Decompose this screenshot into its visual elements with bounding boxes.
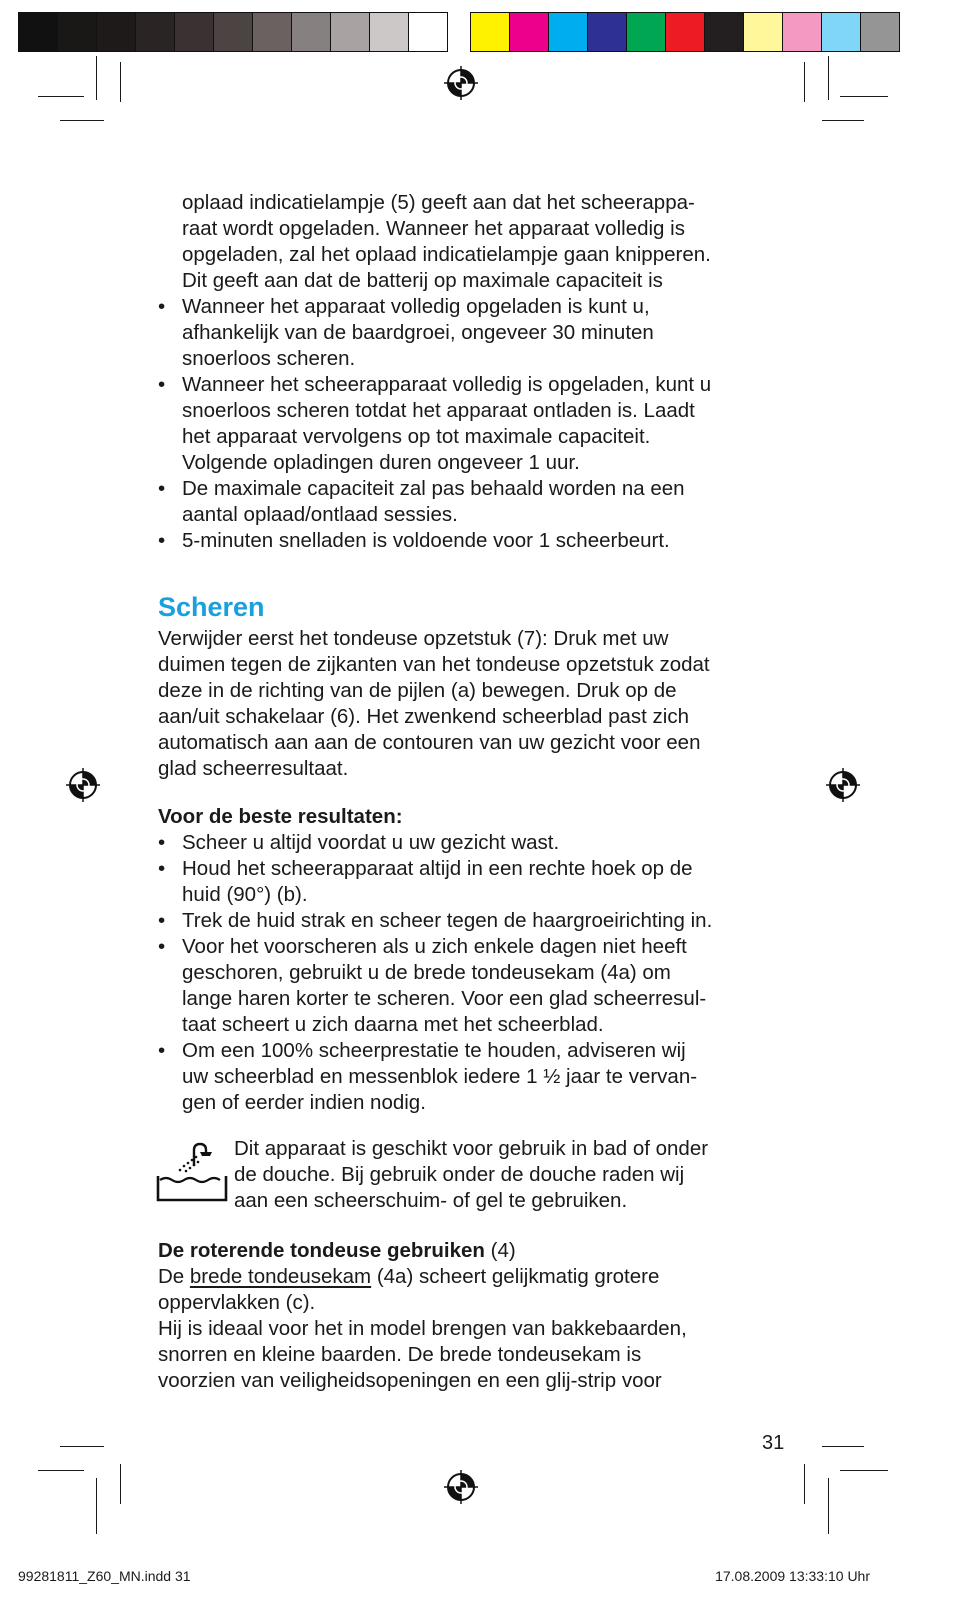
list-item	[158, 908, 808, 934]
color-swatch	[252, 12, 292, 52]
text-line	[158, 1264, 808, 1290]
text-fragment: De	[158, 1265, 190, 1288]
color-swatch	[665, 12, 705, 52]
best-results-bullet-list	[158, 830, 808, 1116]
best-results-title: Voor de beste resultaten:	[158, 805, 403, 828]
list-item-continuation: uw scheerblad en messenblok iedere 1 ½ jaar te vervan-	[182, 1065, 698, 1088]
text-line: oplaad indicatielampje (5) geeft aan dat het scheerappa-	[182, 191, 695, 214]
list-item-continuation: afhankelijk van de baardgroei, ongeveer 30 minuten	[182, 321, 654, 344]
color-swatch	[369, 12, 409, 52]
underlined-term: brede tondeusekam	[189, 1265, 372, 1288]
page-number: 31	[762, 1432, 785, 1454]
bath-note	[234, 1136, 794, 1214]
list-item-continuation: snoerloos scheren totdat het apparaat ontladen is. Laadt	[182, 399, 695, 422]
crop-mark	[60, 1446, 104, 1447]
text-line: de douche. Bij gebruik onder de douche raden wij	[234, 1163, 685, 1186]
text-line: deze in de richting van de pijlen (a) bewegen. Druk op de	[158, 679, 677, 702]
list-item	[158, 294, 808, 320]
crop-mark	[828, 1478, 829, 1534]
registration-mark-icon	[444, 66, 478, 100]
list-item	[158, 856, 808, 882]
list-item	[158, 528, 808, 554]
color-swatch	[470, 12, 510, 52]
text-line: aan een scheerschuim- of gel te gebruiken.	[234, 1189, 628, 1212]
color-swatch	[587, 12, 627, 52]
bullet-icon: •	[158, 477, 166, 500]
list-item-continuation: Volgende opladingen duren ongeveer 1 uur.	[182, 451, 580, 474]
list-item-continuation: gen of eerder indien nodig.	[182, 1091, 426, 1114]
bullet-icon: •	[158, 1039, 166, 1062]
color-swatch	[743, 12, 783, 52]
color-swatch	[408, 12, 448, 52]
color-swatch	[174, 12, 214, 52]
text-line: opgeladen, zal het oplaad indicatielampje gaan knipperen.	[182, 243, 711, 266]
crop-mark	[804, 1464, 805, 1504]
list-item	[158, 476, 808, 502]
trimmer-section	[158, 1238, 808, 1394]
crop-mark	[840, 1470, 888, 1471]
registration-mark-icon	[444, 1470, 478, 1504]
bullet-icon: •	[158, 295, 166, 318]
registration-mark-icon	[826, 768, 860, 802]
list-item-text: Houd het scheerapparaat altijd in een rechte hoek op de	[182, 857, 693, 880]
crop-mark	[804, 62, 805, 102]
list-item-text: Om een 100% scheerprestatie te houden, adviseren wij	[182, 1039, 686, 1062]
list-item-continuation: geschoren, gebruikt u de brede tondeusekam (4a) om	[182, 961, 671, 984]
bullet-icon: •	[158, 831, 166, 854]
color-swatch	[18, 12, 58, 52]
color-swatch	[135, 12, 175, 52]
list-item-text: Wanneer het apparaat volledig opgeladen is kunt u,	[182, 295, 650, 318]
grayscale-color-bar	[18, 12, 447, 54]
color-swatch	[509, 12, 549, 52]
footer-timestamp: 17.08.2009 13:33:10 Uhr	[715, 1568, 870, 1584]
trimmer-title-bold: De roterende tondeuse gebruiken	[158, 1239, 485, 1262]
section-heading-scheren: Scheren	[158, 592, 265, 622]
list-item	[158, 1038, 808, 1064]
trimmer-title-ref: (4)	[484, 1239, 516, 1262]
registration-mark-icon	[66, 768, 100, 802]
footer-file-info: 99281811_Z60_MN.indd 31	[18, 1568, 191, 1584]
bullet-icon: •	[158, 529, 166, 552]
crop-mark	[120, 1464, 121, 1504]
list-item	[158, 934, 808, 960]
crop-mark	[120, 62, 121, 102]
color-swatch	[291, 12, 331, 52]
color-swatch	[821, 12, 861, 52]
color-swatch	[626, 12, 666, 52]
text-line: raat wordt opgeladen. Wanneer het apparaat volledig is	[182, 217, 685, 240]
bullet-icon: •	[158, 935, 166, 958]
crop-mark	[38, 1470, 84, 1471]
color-swatch	[860, 12, 900, 52]
color-swatch	[704, 12, 744, 52]
crop-mark	[60, 120, 104, 121]
list-item-continuation: huid (90°) (b).	[182, 883, 308, 906]
text-line: glad scheerresultaat.	[158, 757, 349, 780]
crop-mark	[38, 96, 84, 97]
list-item-text: Voor het voorscheren als u zich enkele dagen niet heeft	[182, 935, 687, 958]
text-line: automatisch aan aan de contouren van uw gezicht voor een	[158, 731, 701, 754]
color-swatch	[213, 12, 253, 52]
text-line: Verwijder eerst het tondeuse opzetstuk (7): Druk met uw	[158, 627, 669, 650]
list-item-continuation: aantal oplaad/ontlaad sessies.	[182, 503, 458, 526]
list-item	[158, 830, 808, 856]
text-line: oppervlakken (c).	[158, 1291, 316, 1314]
bullet-icon: •	[158, 909, 166, 932]
text-line: snorren en kleine baarden. De brede tondeusekam is	[158, 1343, 642, 1366]
text-line: aan/uit schakelaar (6). Het zwenkend scheerblad past zich	[158, 705, 690, 728]
color-swatch	[96, 12, 136, 52]
list-item-text: Wanneer het scheerapparaat volledig is opgeladen, kunt u	[182, 373, 712, 396]
crop-mark	[840, 96, 888, 97]
trimmer-title	[158, 1238, 808, 1264]
charging-bullet-list	[158, 294, 808, 554]
process-color-bar	[470, 12, 899, 54]
text-fragment: (4a) scheert gelijkmatig grotere	[371, 1265, 660, 1288]
text-line: Dit geeft aan dat de batterij op maximale capaciteit is	[182, 269, 663, 292]
color-swatch	[548, 12, 588, 52]
list-item-continuation: het apparaat vervolgens op tot maximale capaciteit.	[182, 425, 651, 448]
bullet-icon: •	[158, 373, 166, 396]
list-item-text: 5-minuten snelladen is voldoende voor 1 scheerbeurt.	[182, 529, 670, 552]
intro-paragraph	[158, 190, 808, 294]
text-line: Hij is ideaal voor het in model brengen van bakkebaarden,	[158, 1317, 687, 1340]
list-item	[158, 372, 808, 398]
text-line: Dit apparaat is geschikt voor gebruik in bad of onder	[234, 1137, 709, 1160]
list-item-text: De maximale capaciteit zal pas behaald worden na een	[182, 477, 685, 500]
list-item-continuation: snoerloos scheren.	[182, 347, 356, 370]
text-line: voorzien van veiligheidsopeningen en een glij-strip voor	[158, 1369, 662, 1392]
crop-mark	[822, 1446, 864, 1447]
list-item-text: Scheer u altijd voordat u uw gezicht wast.	[182, 831, 560, 854]
crop-mark	[828, 56, 829, 100]
color-swatch	[782, 12, 822, 52]
list-item-text: Trek de huid strak en scheer tegen de haargroeirichting in.	[182, 909, 713, 932]
color-swatch	[57, 12, 97, 52]
list-item-continuation: taat scheert u zich daarna met het scheerblad.	[182, 1013, 604, 1036]
list-item-continuation: lange haren korter te scheren. Voor een glad scheerresul-	[182, 987, 707, 1010]
crop-mark	[822, 120, 864, 121]
bullet-icon: •	[158, 857, 166, 880]
crop-mark	[96, 56, 97, 100]
color-swatch	[330, 12, 370, 52]
shaving-paragraph	[158, 626, 808, 782]
crop-mark	[96, 1478, 97, 1534]
bath-shower-icon	[152, 1140, 228, 1204]
text-line: duimen tegen de zijkanten van het tondeuse opzetstuk zodat	[158, 653, 710, 676]
